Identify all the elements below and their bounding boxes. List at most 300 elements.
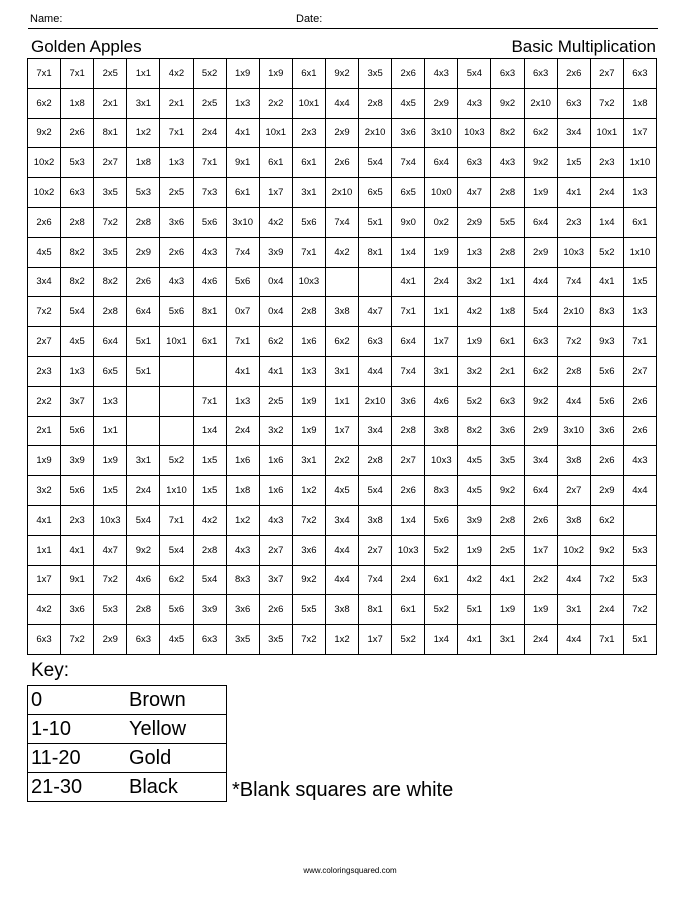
grid-cell: 7x1 [624, 327, 657, 357]
grid-cell: 2x10 [359, 119, 392, 149]
grid-cell: 1x8 [127, 148, 160, 178]
grid-cell: 1x10 [160, 476, 193, 506]
grid-cell: 3x8 [326, 595, 359, 625]
grid-cell: 1x8 [491, 297, 524, 327]
grid-cell: 1x1 [425, 297, 458, 327]
grid-cell: 6x3 [525, 59, 558, 89]
grid-cell: 5x6 [61, 417, 94, 447]
grid-cell: 5x4 [61, 297, 94, 327]
grid-cell: 6x1 [293, 148, 326, 178]
grid-cell: 1x4 [425, 625, 458, 655]
grid-cell: 2x10 [525, 89, 558, 119]
grid-cell: 2x5 [94, 59, 127, 89]
grid-cell: 4x1 [28, 506, 61, 536]
grid-cell: 1x4 [591, 208, 624, 238]
grid-cell: 6x3 [127, 625, 160, 655]
grid-cell: 5x1 [127, 327, 160, 357]
grid-cell: 2x9 [591, 476, 624, 506]
grid-cell: 1x1 [28, 536, 61, 566]
grid-cell: 4x5 [326, 476, 359, 506]
grid-cell [326, 268, 359, 298]
grid-cell: 3x8 [326, 297, 359, 327]
grid-cell: 6x1 [293, 59, 326, 89]
grid-cell: 6x1 [425, 566, 458, 596]
grid-cell: 8x2 [94, 268, 127, 298]
grid-cell: 6x1 [624, 208, 657, 238]
grid-cell: 4x7 [458, 178, 491, 208]
grid-cell: 1x1 [491, 268, 524, 298]
grid-cell: 1x3 [458, 238, 491, 268]
grid-cell: 7x4 [326, 208, 359, 238]
grid-cell: 0x4 [260, 268, 293, 298]
grid-cell: 5x2 [194, 59, 227, 89]
key-color: Black [126, 773, 227, 802]
grid-cell: 8x3 [425, 476, 458, 506]
grid-cell: 3x1 [127, 446, 160, 476]
grid-cell: 0x4 [260, 297, 293, 327]
grid-cell: 1x4 [392, 506, 425, 536]
grid-cell: 2x8 [558, 357, 591, 387]
grid-cell: 4x4 [558, 625, 591, 655]
grid-cell: 7x2 [61, 625, 94, 655]
grid-cell: 10x2 [28, 178, 61, 208]
grid-cell: 1x9 [491, 595, 524, 625]
grid-cell: 4x3 [227, 536, 260, 566]
grid-cell: 9x2 [491, 476, 524, 506]
grid-cell: 4x3 [458, 89, 491, 119]
grid-cell: 6x3 [359, 327, 392, 357]
grid-cell: 5x2 [160, 446, 193, 476]
grid-cell: 2x7 [591, 59, 624, 89]
grid-cell: 1x7 [359, 625, 392, 655]
grid-cell: 6x1 [392, 595, 425, 625]
grid-cell: 5x6 [425, 506, 458, 536]
grid-cell: 7x1 [194, 148, 227, 178]
grid-cell: 5x2 [591, 238, 624, 268]
grid-cell: 1x5 [624, 268, 657, 298]
grid-cell: 2x8 [194, 536, 227, 566]
grid-cell: 10x3 [425, 446, 458, 476]
grid-cell: 2x7 [28, 327, 61, 357]
grid-cell: 3x4 [525, 446, 558, 476]
grid-cell: 4x2 [194, 506, 227, 536]
grid-cell: 4x5 [458, 476, 491, 506]
key-row [28, 744, 227, 773]
grid-cell: 4x2 [458, 297, 491, 327]
grid-cell: 3x6 [591, 417, 624, 447]
grid-cell: 1x2 [127, 119, 160, 149]
grid-cell: 6x3 [28, 625, 61, 655]
key-color: Yellow [126, 715, 227, 744]
grid-cell: 2x9 [525, 238, 558, 268]
grid-cell: 3x10 [425, 119, 458, 149]
grid-cell: 2x7 [392, 446, 425, 476]
grid-cell: 10x2 [28, 148, 61, 178]
grid-cell: 3x1 [425, 357, 458, 387]
grid-cell: 4x2 [458, 566, 491, 596]
grid-cell: 1x9 [293, 417, 326, 447]
grid-cell: 2x4 [194, 119, 227, 149]
grid-cell: 7x4 [359, 566, 392, 596]
grid-cell: 2x5 [260, 387, 293, 417]
grid-cell: 6x3 [491, 59, 524, 89]
grid-cell: 4x6 [425, 387, 458, 417]
grid-cell: 3x5 [359, 59, 392, 89]
grid-cell: 2x6 [28, 208, 61, 238]
grid-cell: 3x9 [260, 238, 293, 268]
grid-cell: 10x0 [425, 178, 458, 208]
grid-cell: 6x3 [491, 387, 524, 417]
grid-cell: 1x6 [293, 327, 326, 357]
grid-cell: 7x1 [591, 625, 624, 655]
grid-cell: 6x2 [525, 119, 558, 149]
grid-cell: 8x2 [61, 238, 94, 268]
key-range: 21-30 [28, 773, 127, 802]
key-range: 0 [28, 686, 127, 715]
grid-cell: 5x1 [624, 625, 657, 655]
grid-cell: 2x6 [624, 387, 657, 417]
grid-cell: 9x2 [127, 536, 160, 566]
grid-cell: 6x3 [525, 327, 558, 357]
grid-cell: 5x3 [127, 178, 160, 208]
grid-cell: 8x2 [458, 417, 491, 447]
footer-url: www.coloringsquared.com [303, 866, 397, 875]
grid-cell: 2x6 [61, 119, 94, 149]
grid-cell: 7x1 [28, 59, 61, 89]
grid-cell: 6x2 [591, 506, 624, 536]
grid-cell: 5x3 [624, 566, 657, 596]
grid-cell: 7x2 [558, 327, 591, 357]
grid-cell: 2x8 [94, 297, 127, 327]
grid-cell: 2x4 [525, 625, 558, 655]
grid-cell: 2x4 [425, 268, 458, 298]
grid-cell: 9x2 [591, 536, 624, 566]
key-range: 11-20 [28, 744, 127, 773]
grid-cell: 5x4 [359, 476, 392, 506]
grid-cell: 5x4 [525, 297, 558, 327]
grid-cell: 5x6 [293, 208, 326, 238]
grid-cell: 4x7 [359, 297, 392, 327]
date-label: Date: [296, 13, 323, 25]
grid-cell: 2x4 [127, 476, 160, 506]
grid-cell: 3x8 [558, 506, 591, 536]
grid-cell: 10x3 [458, 119, 491, 149]
grid-cell: 4x3 [194, 238, 227, 268]
grid-cell: 9x2 [525, 387, 558, 417]
grid-cell: 6x1 [260, 148, 293, 178]
grid-cell: 0x2 [425, 208, 458, 238]
grid-cell: 1x5 [558, 148, 591, 178]
grid-cell: 7x2 [28, 297, 61, 327]
grid-cell: 2x1 [491, 357, 524, 387]
grid-cell: 6x3 [194, 625, 227, 655]
grid-cell: 7x2 [94, 566, 127, 596]
grid-cell: 4x4 [558, 387, 591, 417]
grid-cell: 4x2 [260, 208, 293, 238]
grid-cell: 10x3 [392, 536, 425, 566]
grid-cell: 7x2 [94, 208, 127, 238]
grid-cell: 5x4 [194, 566, 227, 596]
grid-cell: 1x3 [160, 148, 193, 178]
grid-cell: 2x6 [326, 148, 359, 178]
grid-cell: 1x6 [227, 446, 260, 476]
grid-cell: 4x1 [591, 268, 624, 298]
grid-cell: 4x4 [558, 566, 591, 596]
grid-cell: 4x3 [491, 148, 524, 178]
grid-cell: 10x1 [260, 119, 293, 149]
grid-cell: 4x1 [260, 357, 293, 387]
grid-cell: 2x8 [127, 208, 160, 238]
grid-cell: 3x10 [558, 417, 591, 447]
grid-cell: 7x1 [160, 506, 193, 536]
grid-cell: 1x6 [260, 476, 293, 506]
grid-cell: 3x4 [359, 417, 392, 447]
grid-cell: 6x5 [359, 178, 392, 208]
grid-cell: 2x4 [591, 595, 624, 625]
grid-cell: 5x1 [127, 357, 160, 387]
grid-cell [160, 417, 193, 447]
grid-cell: 3x1 [293, 178, 326, 208]
grid-cell: 1x9 [260, 59, 293, 89]
key-label: Key: [31, 660, 70, 681]
grid-cell: 3x2 [458, 268, 491, 298]
grid-cell: 4x1 [227, 119, 260, 149]
grid-cell: 7x1 [160, 119, 193, 149]
grid-cell: 6x4 [392, 327, 425, 357]
grid-cell: 4x7 [94, 536, 127, 566]
grid-cell: 4x1 [491, 566, 524, 596]
grid-cell: 9x2 [326, 59, 359, 89]
grid-cell: 2x2 [525, 566, 558, 596]
grid-cell: 2x3 [591, 148, 624, 178]
grid-cell: 1x3 [624, 178, 657, 208]
grid-cell: 2x7 [624, 357, 657, 387]
grid-cell [160, 387, 193, 417]
grid-cell [160, 357, 193, 387]
grid-cell: 2x8 [491, 238, 524, 268]
grid-cell: 4x1 [227, 357, 260, 387]
grid-cell: 6x4 [525, 476, 558, 506]
grid-cell: 7x3 [194, 178, 227, 208]
grid-cell: 1x8 [227, 476, 260, 506]
grid-cell: 2x1 [94, 89, 127, 119]
grid-cell: 3x5 [491, 446, 524, 476]
key-row [28, 715, 227, 744]
grid-cell: 3x4 [326, 506, 359, 536]
grid-cell: 1x7 [624, 119, 657, 149]
grid-cell: 6x2 [160, 566, 193, 596]
grid-cell: 2x8 [359, 89, 392, 119]
grid-cell: 7x1 [194, 387, 227, 417]
grid-cell: 2x7 [359, 536, 392, 566]
worksheet-subtitle: Basic Multiplication [511, 37, 656, 56]
grid-cell: 1x10 [624, 238, 657, 268]
grid-cell: 4x5 [28, 238, 61, 268]
grid-cell: 5x4 [359, 148, 392, 178]
grid-cell: 4x4 [326, 566, 359, 596]
color-key-table [27, 685, 227, 802]
grid-cell: 2x7 [260, 536, 293, 566]
grid-cell: 9x2 [28, 119, 61, 149]
grid-cell: 5x2 [425, 536, 458, 566]
grid-cell: 4x4 [326, 89, 359, 119]
grid-cell: 1x9 [94, 446, 127, 476]
grid-cell: 2x10 [326, 178, 359, 208]
grid-cell: 2x6 [392, 59, 425, 89]
grid-cell: 9x3 [591, 327, 624, 357]
grid-cell: 4x4 [359, 357, 392, 387]
grid-cell: 2x9 [458, 208, 491, 238]
grid-cell: 1x8 [61, 89, 94, 119]
grid-cell: 1x3 [227, 387, 260, 417]
grid-cell: 10x1 [160, 327, 193, 357]
grid-cell: 1x9 [293, 387, 326, 417]
key-row [28, 686, 227, 715]
grid-cell [127, 387, 160, 417]
grid-cell: 3x1 [558, 595, 591, 625]
grid-cell: 2x9 [94, 625, 127, 655]
grid-cell: 2x8 [293, 297, 326, 327]
grid-cell: 7x1 [227, 327, 260, 357]
grid-cell: 1x5 [194, 446, 227, 476]
key-range: 1-10 [28, 715, 127, 744]
grid-cell: 3x1 [326, 357, 359, 387]
grid-cell: 1x8 [624, 89, 657, 119]
grid-cell: 4x2 [160, 59, 193, 89]
grid-cell: 2x3 [28, 357, 61, 387]
grid-cell: 4x1 [392, 268, 425, 298]
grid-cell: 4x2 [28, 595, 61, 625]
grid-cell: 1x6 [260, 446, 293, 476]
grid-cell: 7x1 [293, 238, 326, 268]
grid-cell: 4x5 [392, 89, 425, 119]
key-row [28, 773, 227, 802]
grid-cell: 2x1 [160, 89, 193, 119]
grid-cell: 8x1 [359, 238, 392, 268]
grid-cell: 5x4 [160, 536, 193, 566]
grid-cell: 8x1 [94, 119, 127, 149]
grid-cell: 4x1 [61, 536, 94, 566]
grid-cell: 2x6 [127, 268, 160, 298]
grid-cell: 3x10 [227, 208, 260, 238]
grid-cell: 5x3 [61, 148, 94, 178]
grid-cell: 9x1 [227, 148, 260, 178]
grid-cell: 3x4 [558, 119, 591, 149]
grid-cell: 1x9 [227, 59, 260, 89]
grid-cell: 3x6 [227, 595, 260, 625]
grid-cell: 1x5 [94, 476, 127, 506]
grid-cell: 2x8 [61, 208, 94, 238]
grid-cell: 6x1 [194, 327, 227, 357]
grid-cell: 3x2 [260, 417, 293, 447]
grid-cell: 3x2 [458, 357, 491, 387]
grid-cell: 7x4 [392, 357, 425, 387]
grid-cell: 2x4 [591, 178, 624, 208]
grid-cell [624, 506, 657, 536]
grid-cell: 10x3 [293, 268, 326, 298]
grid-cell: 2x4 [227, 417, 260, 447]
grid-cell: 2x8 [491, 506, 524, 536]
grid-cell: 3x7 [61, 387, 94, 417]
grid-cell: 2x3 [293, 119, 326, 149]
grid-cell: 2x5 [194, 89, 227, 119]
key-color: Brown [126, 686, 227, 715]
grid-cell: 5x4 [458, 59, 491, 89]
grid-cell: 1x2 [293, 476, 326, 506]
grid-cell: 5x6 [227, 268, 260, 298]
grid-cell: 6x2 [525, 357, 558, 387]
grid-cell [194, 357, 227, 387]
grid-cell: 1x9 [28, 446, 61, 476]
grid-cell: 2x9 [425, 89, 458, 119]
grid-cell: 9x2 [491, 89, 524, 119]
header-line [28, 8, 658, 29]
grid-cell: 3x5 [227, 625, 260, 655]
grid-cell: 4x4 [624, 476, 657, 506]
grid-cell: 2x1 [28, 417, 61, 447]
grid-cell: 6x4 [127, 297, 160, 327]
grid-cell: 7x2 [591, 566, 624, 596]
grid-cell: 3x8 [558, 446, 591, 476]
grid-cell: 1x4 [392, 238, 425, 268]
grid-cell: 9x2 [293, 566, 326, 596]
grid-cell: 5x3 [94, 595, 127, 625]
grid-cell [127, 417, 160, 447]
grid-cell: 1x7 [28, 566, 61, 596]
grid-cell: 1x7 [260, 178, 293, 208]
grid-cell: 4x6 [194, 268, 227, 298]
grid-cell: 6x4 [425, 148, 458, 178]
grid-cell: 5x6 [591, 387, 624, 417]
grid-cell: 5x6 [160, 297, 193, 327]
multiplication-grid [27, 58, 657, 655]
grid-cell: 5x6 [160, 595, 193, 625]
grid-cell: 2x10 [359, 387, 392, 417]
grid-cell: 5x5 [293, 595, 326, 625]
grid-cell: 6x3 [558, 89, 591, 119]
grid-cell: 1x1 [127, 59, 160, 89]
grid-cell: 6x3 [458, 148, 491, 178]
grid-cell: 6x1 [491, 327, 524, 357]
grid-cell: 2x6 [392, 476, 425, 506]
grid-cell: 2x6 [160, 238, 193, 268]
grid-cell: 2x6 [624, 417, 657, 447]
grid-cell: 3x6 [392, 119, 425, 149]
grid-cell: 6x2 [326, 327, 359, 357]
grid-cell: 2x6 [260, 595, 293, 625]
grid-cell: 4x3 [160, 268, 193, 298]
grid-cell: 2x9 [525, 417, 558, 447]
grid-cell: 3x6 [293, 536, 326, 566]
grid-cell: 4x4 [326, 536, 359, 566]
grid-cell: 1x7 [525, 536, 558, 566]
grid-cell: 6x2 [260, 327, 293, 357]
grid-cell: 10x3 [94, 506, 127, 536]
grid-cell: 7x4 [227, 238, 260, 268]
grid-cell: 3x6 [61, 595, 94, 625]
grid-cell: 8x2 [61, 268, 94, 298]
grid-cell: 7x2 [293, 625, 326, 655]
grid-cell: 2x3 [61, 506, 94, 536]
grid-cell: 8x1 [359, 595, 392, 625]
grid-cell: 1x3 [293, 357, 326, 387]
grid-cell: 1x4 [194, 417, 227, 447]
grid-cell: 6x4 [525, 208, 558, 238]
grid-cell: 1x3 [227, 89, 260, 119]
grid-cell: 5x2 [458, 387, 491, 417]
key-color: Gold [126, 744, 227, 773]
grid-cell: 3x9 [61, 446, 94, 476]
